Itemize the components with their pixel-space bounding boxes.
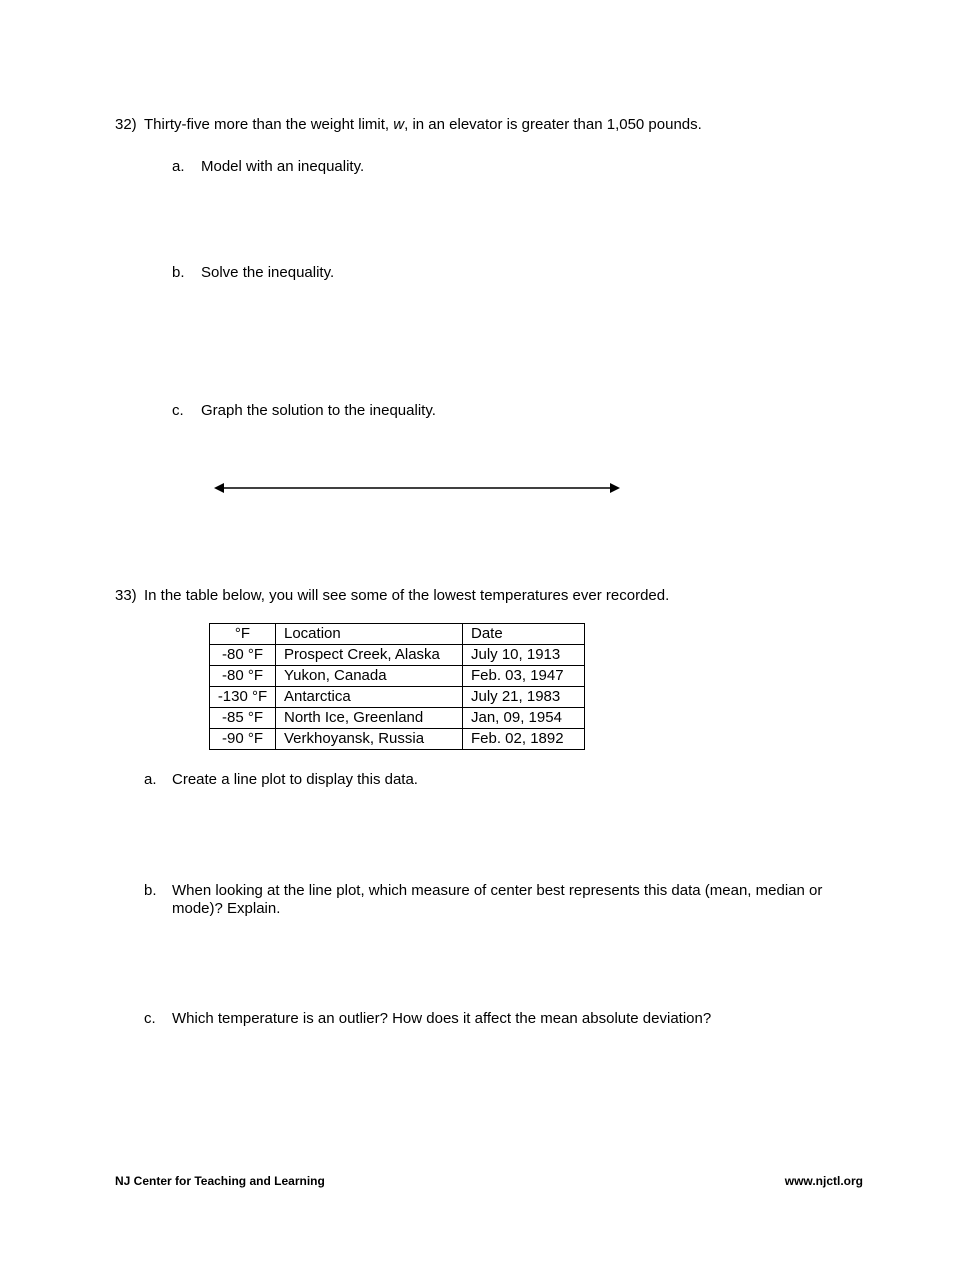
q32-part-a-label: a. <box>172 158 185 175</box>
q32-part-b-text: Solve the inequality. <box>201 264 335 281</box>
q33-part-a-text: Create a line plot to display this data. <box>172 771 418 788</box>
table-row <box>210 666 585 687</box>
q33-part-c-label: c. <box>144 1010 156 1027</box>
question-33-number: 33) <box>115 587 137 604</box>
number-line-right-arrow <box>610 483 620 493</box>
table-header-cell: Location <box>276 624 463 645</box>
table-row <box>210 708 585 729</box>
table-cell: Prospect Creek, Alaska <box>276 645 463 666</box>
footer-website: www.njctl.org <box>784 1174 863 1188</box>
question-33-stem: In the table below, you will see some of the lowest temperatures ever recorded. <box>144 587 670 604</box>
temperature-table <box>209 623 585 750</box>
table-header-cell: °F <box>210 624 276 645</box>
table-row <box>210 687 585 708</box>
table-cell: July 10, 1913 <box>463 645 585 666</box>
table-cell: -90 °F <box>210 729 276 750</box>
q32-part-c-label: c. <box>172 402 184 419</box>
q32-part-a-text: Model with an inequality. <box>201 158 365 175</box>
question-32-stem-before: Thirty-five more than the weight limit, <box>144 116 394 133</box>
table-cell: -130 °F <box>210 687 276 708</box>
table-cell: Feb. 02, 1892 <box>463 729 585 750</box>
table-row <box>210 729 585 750</box>
table-cell: Antarctica <box>276 687 463 708</box>
table-cell: -85 °F <box>210 708 276 729</box>
q33-part-c-text: Which temperature is an outlier? How does it affect the mean absolute deviation? <box>172 1010 712 1027</box>
question-32-variable: w <box>393 116 405 133</box>
q32-part-b-label: b. <box>172 264 185 281</box>
number-line <box>210 478 624 498</box>
q33-part-a-label: a. <box>144 771 157 788</box>
table-cell: Jan, 09, 1954 <box>463 708 585 729</box>
table-row <box>210 645 585 666</box>
table-header-cell: Date <box>463 624 585 645</box>
question-32-stem <box>144 116 702 134</box>
table-cell: Verkhoyansk, Russia <box>276 729 463 750</box>
question-32-stem-after: , in an elevator is greater than 1,050 pounds. <box>404 116 702 133</box>
q33-part-b-label: b. <box>144 882 157 899</box>
table-cell: -80 °F <box>210 666 276 687</box>
footer-organization: NJ Center for Teaching and Learning <box>115 1174 325 1188</box>
table-cell: Feb. 03, 1947 <box>463 666 585 687</box>
table-cell: North Ice, Greenland <box>276 708 463 729</box>
question-32-number: 32) <box>115 116 137 133</box>
table-header-row <box>210 624 585 645</box>
q32-part-c-text: Graph the solution to the inequality. <box>201 402 436 419</box>
table-cell: July 21, 1983 <box>463 687 585 708</box>
number-line-left-arrow <box>214 483 224 493</box>
q33-part-b-text: When looking at the line plot, which measure of center best represents this data (mean, median or mode)? Explain. <box>172 882 823 917</box>
table-cell: Yukon, Canada <box>276 666 463 687</box>
table-cell: -80 °F <box>210 645 276 666</box>
